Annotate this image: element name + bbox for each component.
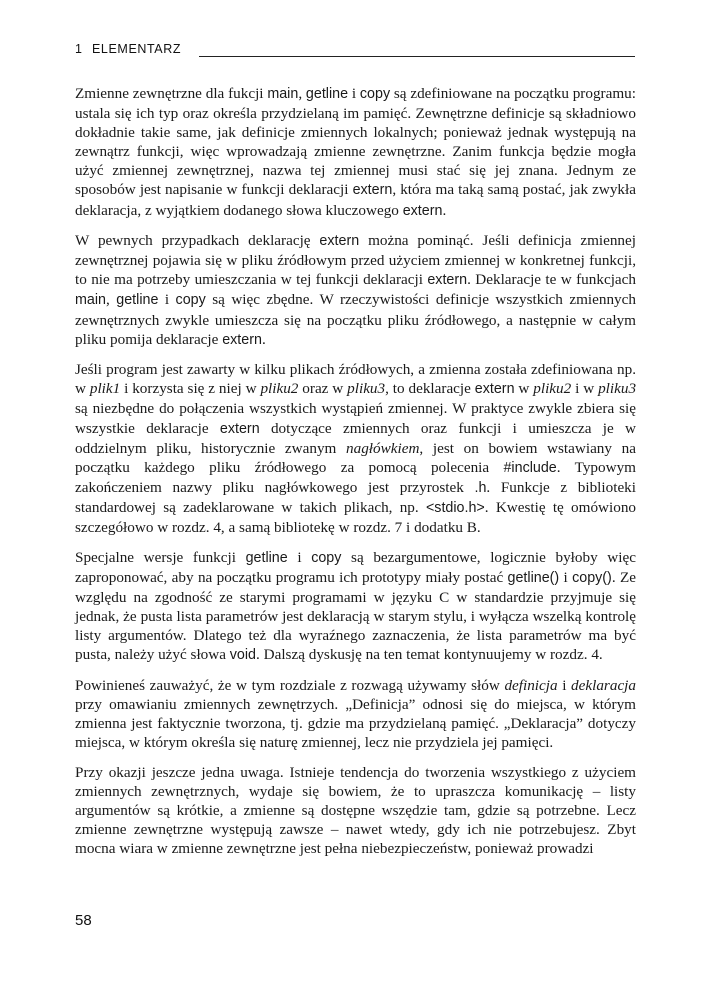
paragraph-external-definitions: [75, 84, 636, 221]
code-keyword: extern: [402, 202, 443, 219]
text-run: oraz w: [298, 380, 348, 398]
code-keyword: extern: [352, 182, 393, 199]
body-text: [75, 84, 636, 868]
text-run: i: [287, 548, 312, 566]
text-run: ,: [106, 291, 117, 309]
text-run: Powinieneś zauważyć, że w tym rozdziale z rozwagą używamy słów: [75, 676, 505, 694]
text-run: . Typowym zakończeniem nazwy pliku nagłówkowego jest przyrostek: [75, 458, 636, 496]
paragraph-omitting-extern: [75, 231, 636, 350]
code-keyword: getline(): [507, 569, 560, 586]
italic-term: pliku2: [533, 380, 572, 398]
paragraph-external-variables-warning: [75, 763, 636, 858]
text-run: . Ze względu na zgodność ze starymi programami w języku C w standardzie przyjmuje się jednak, że pusta lista parametrów jest deklaracją w starym stylu, i wyłącza wszelką kontrolę listy argumentów. Dlatego też dla wyraźnego zaznaczenia, że lista parametrów ma być pusta, należy użyć słowa: [75, 568, 636, 664]
text-run: w: [514, 380, 534, 398]
text-run: . Funkcje z biblioteki standardowej są zadeklarowane w takich plikach, np.: [75, 478, 636, 516]
code-keyword: getline: [305, 86, 349, 102]
italic-term: nagłówkiem: [346, 439, 420, 457]
code-keyword: #include: [503, 459, 557, 476]
italic-term: pliku3: [347, 380, 386, 398]
header-rule: [199, 56, 635, 57]
text-run: Jeśli program jest zawarty w kilku plikach źródłowych, a zmienna została zdefiniowana np. w: [75, 361, 636, 398]
text-run: są bezargumentowe, logicznie byłoby więc zaproponować, aby na początku programu ich prototypy miały postać: [75, 548, 636, 586]
text-run: dotyczące zmiennych oraz funkcji i umieszcza je w oddzielnym pliku, historycznie zwanym: [75, 419, 636, 457]
text-run: i: [557, 676, 572, 694]
text-run: i korzysta się z niej w: [120, 380, 261, 398]
code-keyword: copy: [175, 292, 206, 309]
text-run: W pewnych przypadkach deklarację: [75, 232, 320, 250]
text-run: Specjalne wersje funkcji: [75, 548, 246, 566]
code-keyword: extern: [222, 331, 262, 348]
text-run: . Kwestię tę omówiono szczegółowo w rozdz. 4, a samą bibliotekę w rozdz. 7 i dodatku B.: [75, 498, 637, 536]
text-run: ,: [298, 85, 306, 102]
italic-term: definicja: [504, 676, 558, 694]
italic-term: pliku3: [598, 380, 637, 398]
code-keyword: main: [267, 86, 299, 102]
paragraph-definition-vs-declaration: [75, 676, 636, 752]
text-run: i: [348, 85, 360, 102]
code-keyword: extern: [474, 381, 515, 398]
text-run: można pominąć. Jeśli definicja zmiennej zewnętrznej pojawia się w pliku źródłowym przed użyciem zmiennej w konkretnej funkcji, to nie ma potrzeby umieszczania w tej funkcji deklaracji: [75, 232, 636, 289]
code-keyword: getline: [116, 292, 159, 309]
code-keyword: .h: [474, 479, 487, 496]
text-run: Przy okazji jeszcze jedna uwaga. Istnieje tendencja do tworzenia wszystkiego z użyciem zmiennych zewnętrznych, wydaje się bowiem, że to upraszcza komunikację – listy argumentów są krótkie, a zmienne są dostępne wszędzie tam, gdzie są potrzebne. Lecz zmienne zewnętrzne występują zawsze – nawet wtedy, gdy ich nie potrzebujesz. Zbyt mocna wiara w zmienne zewnętrzne jest pełna niebezpieczeństw, ponieważ prowadzi: [75, 763, 636, 857]
text-run: . Deklaracje te w funkcjach: [467, 271, 636, 289]
text-run: i w: [571, 380, 599, 398]
italic-term: deklaracja: [571, 676, 636, 694]
code-keyword: copy: [311, 549, 342, 566]
code-keyword: extern: [427, 272, 468, 289]
code-keyword: main: [75, 292, 106, 309]
text-run: i: [559, 568, 573, 586]
code-keyword: void: [229, 647, 257, 664]
text-run: są niezbędne do połączenia wszystkich wystąpień zmiennej. W praktyce zwykle zbiera się wszystkie deklaracje: [75, 400, 636, 437]
italic-term: pliku2: [260, 380, 299, 398]
italic-term: plik1: [89, 380, 121, 398]
code-keyword: <stdio.h>: [425, 499, 485, 516]
text-run: . Dalszą dyskusję na ten temat kontynuujemy w rozdz. 4.: [256, 646, 603, 664]
text-run: są zdefiniowane na początku programu: ustala się ich typ oraz określa przydzielaną im pamięć. Zewnętrzne definicje są składniowo dokładnie takie same, jak definicje zmiennych lokalnych; ponieważ jednak występują na zewnątrz funkcji, więc wprowadzają zmienne zewnętrzne. Zanim funkcja będzie mogła użyć zmiennej zewnętrznej, nazwa tej zmiennej musi stać się jej znana. Jednym ze sposobów jest napisanie w funkcji deklaracji: [75, 85, 636, 199]
paragraph-no-argument-versions: [75, 548, 636, 666]
text-run: przy omawianiu zmiennych zewnętrzych. „Definicja” odnosi się do miejsca, w którym zmienna jest faktycznie tworzona, tj. gdzie ma przydzielaną pamięć. „Deklaracja” dotyczy miejsca, w którym określa się naturę zmiennej, lecz nie przydziela jej pamięci.: [75, 695, 636, 751]
code-keyword: extern: [319, 233, 360, 250]
code-keyword: copy: [359, 86, 391, 102]
text-run: Zmienne zewnętrzne dla fukcji: [75, 85, 268, 102]
text-run: .: [261, 330, 266, 348]
text-run: , to deklaracje: [385, 380, 475, 398]
chapter-number: 1: [75, 42, 83, 56]
text-run: .: [442, 201, 447, 219]
text-run: , która ma taką samą postać, jak zwykła deklaracja, z wyjątkiem dodanego słowa kluczowego: [75, 181, 636, 219]
running-header: [75, 42, 635, 62]
page-number: 58: [75, 912, 92, 929]
code-keyword: extern: [219, 420, 260, 437]
text-run: są więc zbędne. W rzeczywistości definicje wszystkich zmiennych zewnętrznych zwykle umieszcza się na początku pliku źródłowego, a następnie w całym pliku pomija deklaracje: [75, 291, 636, 348]
text-run: , jest on bowiem wstawiany na początku każdego pliku źródłowego za pomocą polecenia: [75, 439, 636, 476]
text-run: i: [158, 291, 176, 309]
paragraph-multiple-files: [75, 360, 636, 537]
code-keyword: copy(): [572, 569, 612, 586]
code-keyword: getline: [245, 549, 288, 566]
chapter-title: ELEMENTARZ: [92, 42, 182, 56]
